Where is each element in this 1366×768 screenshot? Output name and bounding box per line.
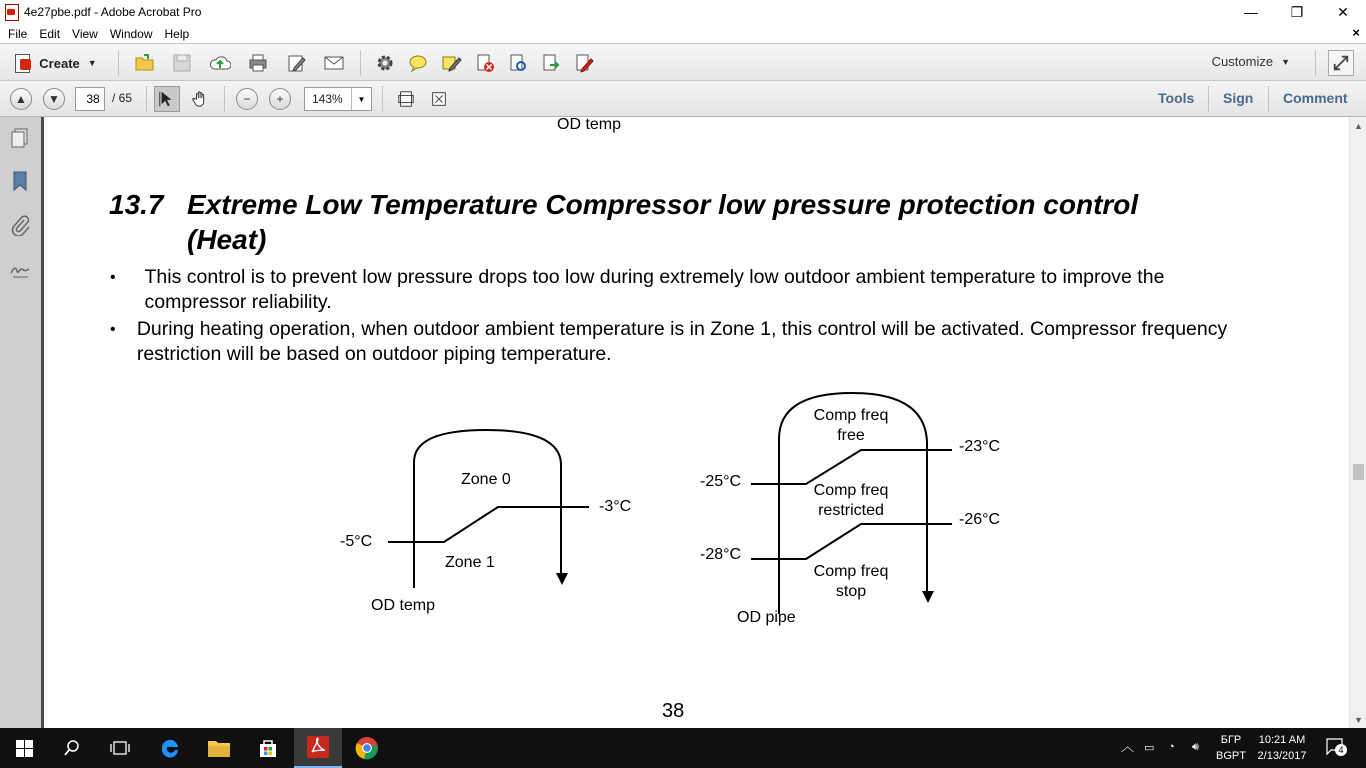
od-temp-arrowhead xyxy=(556,573,568,585)
sign-link[interactable]: Sign xyxy=(1223,90,1254,106)
diagram-lines xyxy=(44,117,1349,728)
windows-taskbar xyxy=(0,728,1366,768)
page-total: / 65 xyxy=(112,91,133,105)
od-temp-axis-label: OD temp xyxy=(371,597,436,614)
clock-time: 10:21 AM xyxy=(1258,734,1306,746)
pdf-icon xyxy=(4,4,18,20)
language-code-bottom: BGPT xyxy=(1216,750,1246,762)
zoom-value: 143% xyxy=(312,92,343,106)
create-label: Create xyxy=(39,55,80,71)
document-close-button[interactable]: × xyxy=(1352,25,1360,40)
chrome-browser-icon[interactable] xyxy=(343,728,391,768)
full-screen-icon[interactable] xyxy=(427,86,451,112)
menu-bar xyxy=(0,24,1366,43)
comment-icon[interactable] xyxy=(406,51,430,75)
menu-view[interactable]: View xyxy=(72,26,98,41)
scroll-down-icon[interactable]: ▼ xyxy=(1354,714,1363,725)
expand-icon[interactable] xyxy=(1328,50,1354,76)
close-button[interactable]: ✕ xyxy=(1337,3,1349,20)
notification-center-icon[interactable] xyxy=(1326,738,1346,756)
threshold-lower: -5°C xyxy=(340,533,373,550)
vertical-scrollbar[interactable] xyxy=(1349,117,1366,728)
chevron-down-icon: ▼ xyxy=(87,58,97,68)
minimize-button[interactable]: — xyxy=(1244,4,1258,20)
windows-start-icon[interactable] xyxy=(0,728,48,768)
threshold-minus-28: -28°C xyxy=(700,546,742,563)
previous-page-fragment: OD temp xyxy=(557,117,622,133)
edit-icon[interactable] xyxy=(285,51,309,75)
comp-freq-free-line1: Comp freq xyxy=(813,407,889,424)
bullet-dot: • xyxy=(110,269,116,286)
highlight-icon[interactable] xyxy=(439,51,463,75)
signatures-icon[interactable] xyxy=(9,257,31,279)
customize-label: Customize xyxy=(1211,54,1274,69)
threshold-upper: -3°C xyxy=(599,498,632,515)
volume-icon[interactable]: 🔊︎ xyxy=(1192,741,1199,753)
comp-freq-restricted-line2: restricted xyxy=(818,502,884,519)
page-footer-number: 38 xyxy=(662,700,685,722)
title-bar xyxy=(0,0,1366,24)
edge-browser-icon[interactable] xyxy=(146,728,194,768)
restore-button[interactable]: ❐ xyxy=(1290,3,1304,20)
store-icon[interactable] xyxy=(244,728,292,768)
navigation-toolbar xyxy=(0,81,1366,117)
od-pipe-upper-hysteresis xyxy=(751,450,952,484)
bullet-text: This control is to prevent low pressure drops too low during extremely low outdoor ambient temperature to improve the compressor reliability. xyxy=(144,266,1165,313)
comp-freq-stop-line1: Comp freq xyxy=(813,563,889,580)
file-explorer-icon[interactable] xyxy=(195,728,243,768)
wifi-icon[interactable]: ◔ xyxy=(1168,741,1175,753)
search-icon[interactable] xyxy=(48,728,96,768)
battery-icon[interactable]: ▭ xyxy=(1144,742,1155,754)
main-toolbar xyxy=(0,43,1366,81)
threshold-minus-26: -26°C xyxy=(959,511,1001,528)
od-pipe-arrowhead xyxy=(922,591,934,603)
edit-pdf-icon[interactable] xyxy=(572,51,596,75)
cloud-upload-icon[interactable] xyxy=(208,51,232,75)
previous-page-icon[interactable]: ▲ xyxy=(10,88,32,110)
chevron-down-icon[interactable]: ▼ xyxy=(351,88,371,110)
threshold-minus-23: -23°C xyxy=(959,438,1001,455)
comp-freq-stop-line2: stop xyxy=(835,583,867,600)
bullet-text: During heating operation, when outdoor ambient temperature is in Zone 1, this control will be activated. Compressor frequency restriction will be based on outdoor piping temperature. xyxy=(136,318,1228,365)
email-icon[interactable] xyxy=(322,51,346,75)
chevron-down-icon: ▼ xyxy=(1281,56,1290,67)
document-view[interactable] xyxy=(44,117,1349,728)
task-view-icon[interactable] xyxy=(96,728,144,768)
hand-tool-icon[interactable] xyxy=(189,86,213,112)
clock-date: 2/13/2017 xyxy=(1257,750,1307,762)
customize-button[interactable] xyxy=(1212,54,1290,69)
delete-page-icon[interactable] xyxy=(473,51,497,75)
bullet-dot: • xyxy=(110,321,116,338)
language-code-top: БГР xyxy=(1220,734,1242,746)
od-pipe-lower-hysteresis xyxy=(751,524,952,559)
window-title: 4e27pbe.pdf - Adobe Acrobat Pro xyxy=(24,5,202,19)
save-icon[interactable] xyxy=(170,51,194,75)
bookmarks-icon[interactable] xyxy=(9,170,31,192)
menu-edit[interactable]: Edit xyxy=(39,26,61,41)
gear-icon[interactable] xyxy=(373,51,397,75)
heading-line-1: Extreme Low Temperature Compressor low pressure protection control xyxy=(187,189,1139,220)
create-button[interactable] xyxy=(8,51,102,75)
menu-file[interactable]: File xyxy=(8,26,28,41)
comp-freq-restricted-line1: Comp freq xyxy=(813,482,889,499)
fit-page-icon[interactable] xyxy=(394,86,418,112)
od-temp-hysteresis xyxy=(388,507,589,542)
notification-count: 4 xyxy=(1335,744,1347,756)
open-folder-icon[interactable] xyxy=(133,51,157,75)
scan-icon[interactable] xyxy=(506,51,530,75)
page-thumbnails-icon[interactable] xyxy=(9,127,31,149)
zone-0-label: Zone 0 xyxy=(461,471,511,488)
scroll-thumb[interactable] xyxy=(1353,464,1364,480)
comment-link[interactable]: Comment xyxy=(1283,90,1348,106)
zoom-select[interactable] xyxy=(304,87,372,111)
zoom-out-icon[interactable]: − xyxy=(236,88,258,110)
section-number: 13.7 xyxy=(109,189,164,220)
scroll-up-icon[interactable]: ▲ xyxy=(1354,120,1363,131)
threshold-minus-25: -25°C xyxy=(700,473,742,490)
zoom-in-icon[interactable]: + xyxy=(269,88,291,110)
heading-line-2: (Heat) xyxy=(187,224,267,255)
print-icon[interactable] xyxy=(246,51,270,75)
page-number-input[interactable]: 38 xyxy=(75,87,105,111)
clock[interactable] xyxy=(1252,732,1312,764)
acrobat-taskbar-icon[interactable] xyxy=(294,728,342,768)
select-tool-icon[interactable] xyxy=(154,86,180,112)
zone-1-label: Zone 1 xyxy=(445,554,495,571)
attachments-icon[interactable] xyxy=(9,214,31,236)
menu-help[interactable]: Help xyxy=(164,26,190,41)
comp-freq-free-line2: free xyxy=(837,427,865,444)
language-indicator[interactable] xyxy=(1214,732,1248,764)
next-page-icon[interactable]: ▼ xyxy=(43,88,65,110)
tools-link[interactable]: Tools xyxy=(1158,90,1195,106)
navigation-panel xyxy=(0,117,44,728)
menu-window[interactable]: Window xyxy=(109,26,153,41)
chevron-up-icon[interactable]: ︿ xyxy=(1121,739,1135,754)
export-icon[interactable] xyxy=(539,51,563,75)
create-pdf-icon xyxy=(13,53,33,73)
od-pipe-axis-label: OD pipe xyxy=(737,609,796,626)
